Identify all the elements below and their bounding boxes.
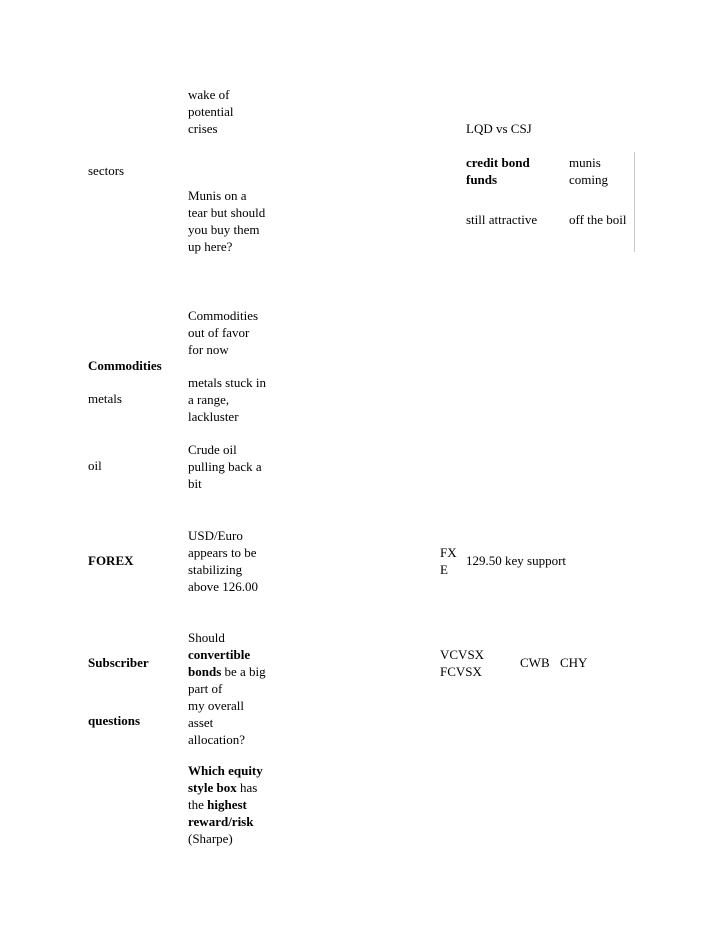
top-line: crises (188, 121, 218, 136)
label-forex: FOREX (88, 553, 134, 568)
table-border-line (634, 152, 635, 252)
convertible-question: Should convertible bonds be a big part of my overall asset allocation? (188, 630, 266, 747)
label-subscriber: Subscriber (88, 655, 149, 670)
label-commodities: Commodities (88, 358, 162, 373)
off-the-boil: off the boil (569, 212, 627, 227)
label-metals: metals (88, 391, 122, 406)
label-oil: oil (88, 458, 102, 473)
fund-tickers: VCVSX FCVSX (440, 647, 485, 679)
label-sectors: sectors (88, 163, 125, 178)
munis-coming: munis coming (569, 155, 608, 187)
commodities-text: Commodities out of favor for now (188, 308, 259, 357)
label-questions: questions (88, 713, 141, 728)
chy-ticker: CHY (560, 655, 588, 670)
metals-text: metals stuck in a range, lackluster (188, 375, 266, 424)
top-text-block (188, 86, 234, 137)
fxe-ticker: FX E (440, 545, 457, 577)
credit-bond-funds: credit bond funds (466, 155, 530, 187)
top-line: potential (188, 104, 234, 119)
lqd-vs-csj: LQD vs CSJ (466, 121, 532, 136)
top-line: wake of (188, 87, 230, 102)
oil-text: Crude oil pulling back a bit (188, 442, 262, 491)
still-attractive: still attractive (466, 212, 538, 227)
munis-text: Munis on a tear but should you buy them up here? (188, 188, 266, 254)
style-box-question: Which equity style box has the highest reward/risk (Sharpe) (188, 763, 263, 846)
cwb-ticker: CWB (520, 655, 550, 670)
key-support: 129.50 key support (466, 553, 567, 568)
forex-text: USD/Euro appears to be stabilizing above 126.00 (188, 528, 259, 594)
